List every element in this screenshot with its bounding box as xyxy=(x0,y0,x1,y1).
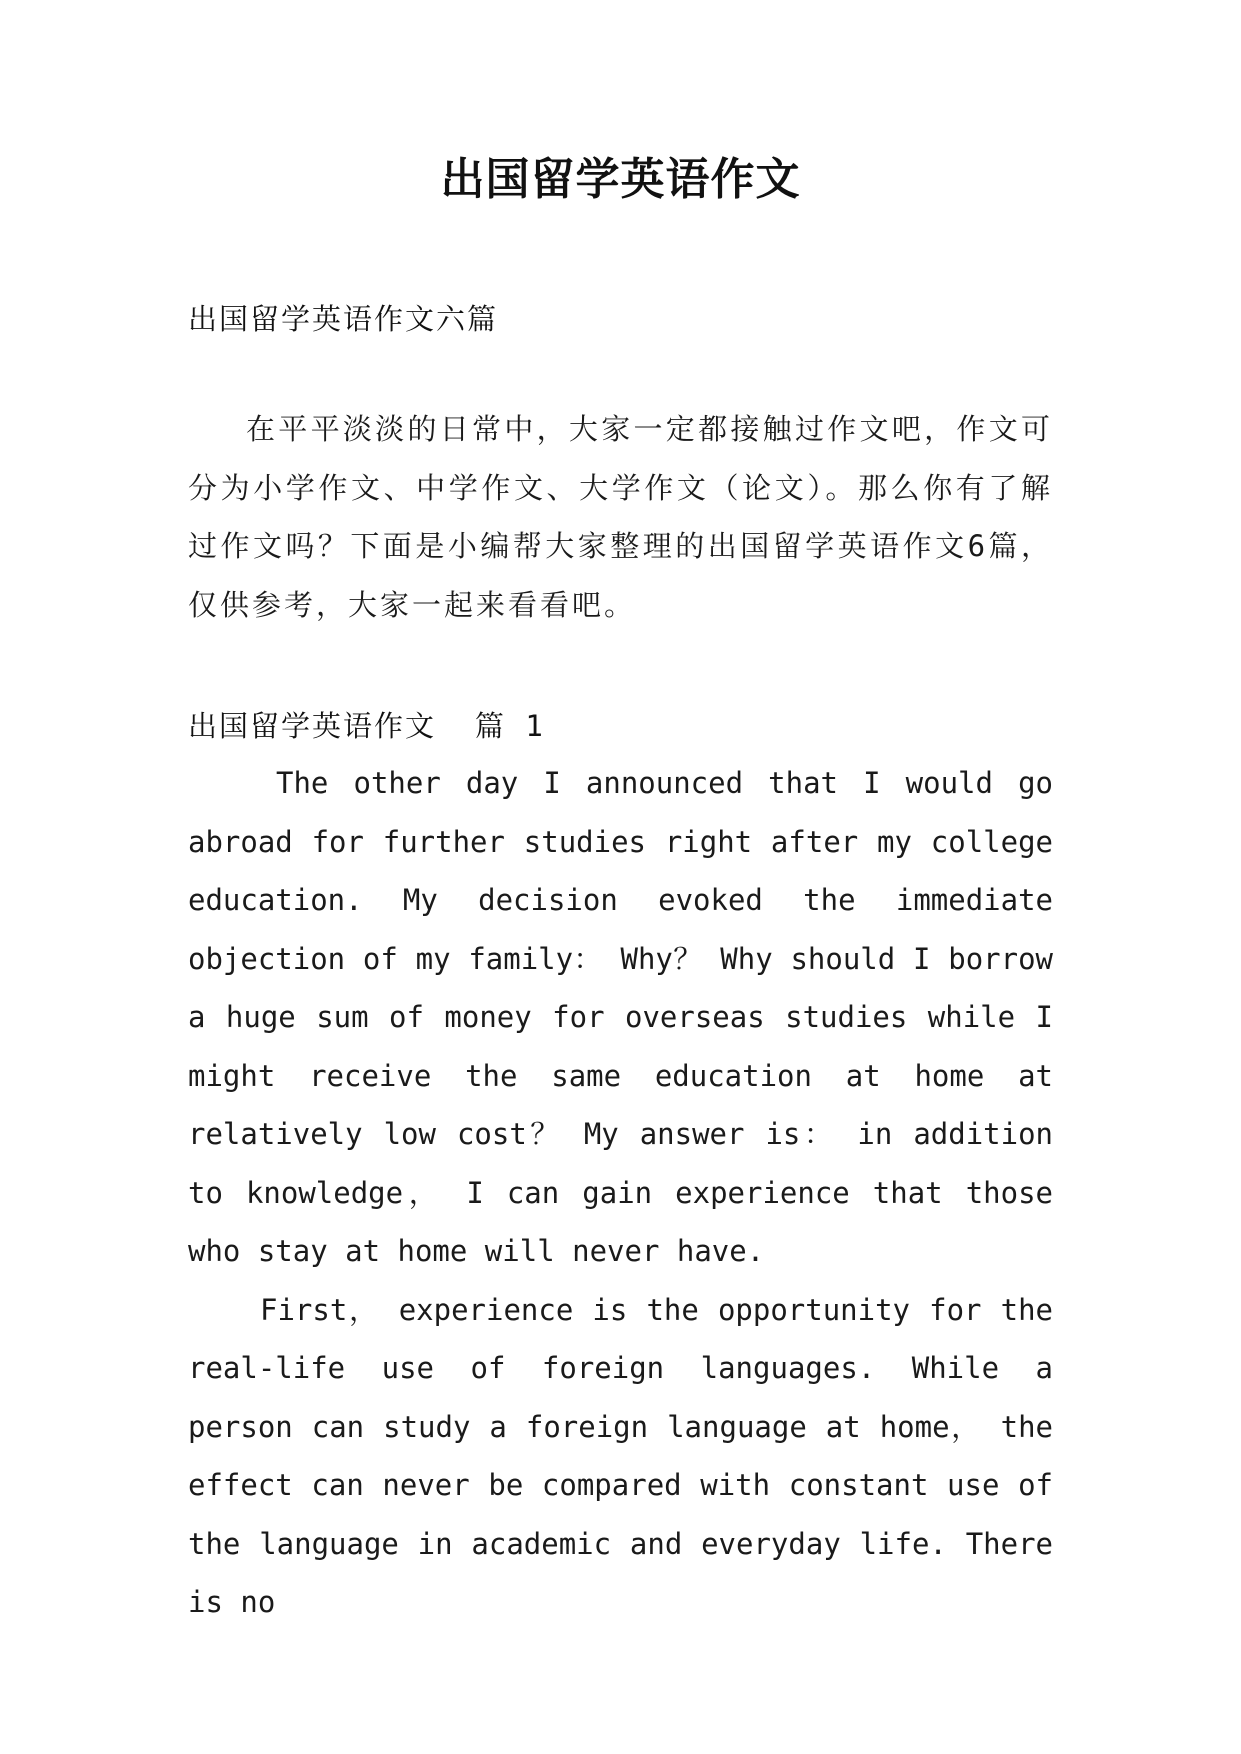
document-subtitle: 出国留学英语作文六篇 xyxy=(188,302,499,336)
essay-paragraph-2: First， experience is the opportunity for the real-life use of foreign languages. While a person can study a foreign language at home， the effect can never be compared with constant use of the language in academic and everyday life. There is no xyxy=(188,1292,1053,1619)
intro-paragraph: 在平平淡淡的日常中，大家一定都接触过作文吧，作文可分为小学作文、中学作文、大学作文（论文）。那么你有了解过作文吗？下面是小编帮大家整理的出国留学英语作文6篇，仅供参考，大家一起来看看吧。 xyxy=(188,412,1053,622)
section-title: 出国留学英语作文 篇 1 xyxy=(188,709,545,743)
essay-paragraph-1: The other day I announced that I would go abroad for further studies right after my college education. My decision evoked the immediate objection of my family： Why？ Why should I borrow a huge sum of money for overseas studies while I might receive the same education at home at relatively low cost？ My answer is： in addition to knowledge， I can gain experience that those who stay at home will never have. xyxy=(188,766,1053,1268)
essay-body xyxy=(188,754,1053,1632)
intro-block xyxy=(188,400,1053,634)
document-title: 出国留学英语作文 xyxy=(440,154,801,205)
